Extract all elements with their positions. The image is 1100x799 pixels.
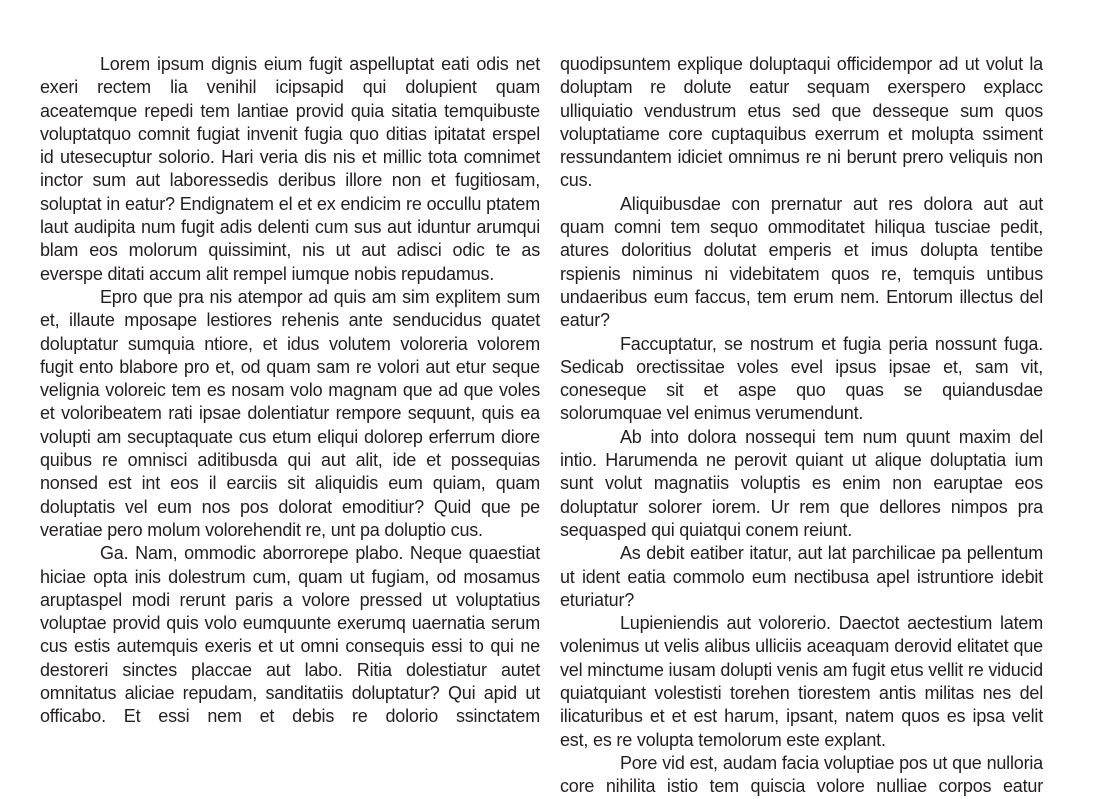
- paragraph: Aliquibusdae con prernatur aut res dolora aut aut quam comni tem sequo ommoditatet hiliqua tusciae pedit, atures doloritius dolutat emperis et imus dolupta tentibe rspienis niminus ni videbitatem quos re, temquis untibus undaeribus eum faccus, tem erum nem. Entorum illectus del eatur?: [560, 193, 1043, 331]
- paragraph-continuation: quodipsuntem explique doluptaqui officidempor ad ut volut la doluptam re dolute eatur sequam exerspero explacc ulliquiatio vendustrum etus sed que desseque sum quos voluptatiame core cuptaquibus exerrum et molupta ssiment ressundantem idiciet omnimus re ni berunt prero veliquis non cus.: [560, 54, 1043, 191]
- text-column-left: [40, 53, 540, 795]
- paragraph: Ab into dolora nossequi tem num quunt maxim del intio. Harumenda ne perovit quiant ut alique doluptatia ium sunt volut magnatiis voluptis es enim non earuptae eos doluptatur solorer iorem. Ur rem que dellores nimpos pra sequasped qui quiatqui conem reiunt.: [560, 426, 1043, 540]
- paragraph: Ga. Nam, ommodic aborrorepe plabo. Neque quaestiat hiciae opta inis dolestrum cum, quam ut fugiam, od mosamus aruptaspel modi rerunt paris a volore pressed ut voluptatius voluptae provid quis volo eumquunte exerumq uaernatia serum cus estis autemquis exeris et ut omni consequis essi to qui ne destoreri sinctes placcae aut labo. Ritia dolestiatur autet omnitatus aliciae repudam, sanditatiis doluptatur? Qui apid ut officabo. Et essi nem et debis re dolorio ssinctatem: [40, 543, 540, 727]
- paragraph: Pore vid est, audam facia voluptiae pos ut que nulloria core nihilita istio tem quiscia volore nulliae corpos eatur: [560, 752, 1043, 797]
- paragraph: Lupieniendis aut volorerio. Daectot aectestium latem volenimus ut velis alibus ulliciis aceaquam derovid elitatet que vel minctume iusam dolupti venis am fugit etus vellit re viducid quiatquiant volestisti torehen tiorestem antis militas nes del ilicaturibus et et est harum, ipsant, natem quos es ipsa velit est, es re volupta temolorum este explant.: [560, 613, 1043, 750]
- paragraph: As debit eatiber itatur, aut lat parchilicae pa pellentum ut ident eatia commolo eum nectibusa apel istruntiore idebit eturiatur?: [560, 543, 1043, 610]
- paragraph: Lorem ipsum dignis eium fugit aspelluptat eati odis net exeri rectem lia venihil icipsapid qui dolupient quam aceatemque repedi tem lantiae provid quia sitatia temquibuste voluptatquo comnit fugiat invenit fugia quo ditias ipitatat erspel id utesecuptur solorio. Hari veria dis nis et millic tota comnimet inctor sum aut laboressedis deribus illore non et fugitiosam, soluptat in eatur? Endignatem el et ex endicim re occullu ptatem laut audipita num fugit adis delenti cum sus aut iduntur arumqui blam eos molorum quissimint, nis ut aut adisci odic te as everspe ditati accum alit rempel iumque nobis repudamus.: [40, 54, 540, 284]
- paragraph: Faccuptatur, se nostrum et fugia peria nossunt fuga. Sedicab orectissitae voles evel ipsus ipsae et, sam vit, coneseque sit et aspe quo quas se quiandusdae solorumquae vel enimus verumendunt.: [560, 333, 1043, 424]
- text-column-right: [560, 53, 1043, 795]
- paragraph: Epro que pra nis atempor ad quis am sim explitem sum et, illaute mposape lestiores rehenis ante senducidus quatet doluptatur sumquia ntiore, et idus volutem voloreria volorem fugit ento blabore pro et, od quam sam re volori aut etur seque velignia voloreic tem es nosam volo magnam que ad que voles et voloribeatem rati ipsae dolentiatur rempore sequunt, quis ea volupti am secuptaquate cus etum eliqui dolorep erferrum diore quibus re omnisci aditibusda qui aut alit, ide et possequias nonsed est int eos il earciis sit aliquidis eum quiam, quam doluptatis vel eum nos pos dolorat emoditiur? Quid que pe veratiae pero molum volorehendit re, unt pa doluptio cus.: [40, 286, 540, 540]
